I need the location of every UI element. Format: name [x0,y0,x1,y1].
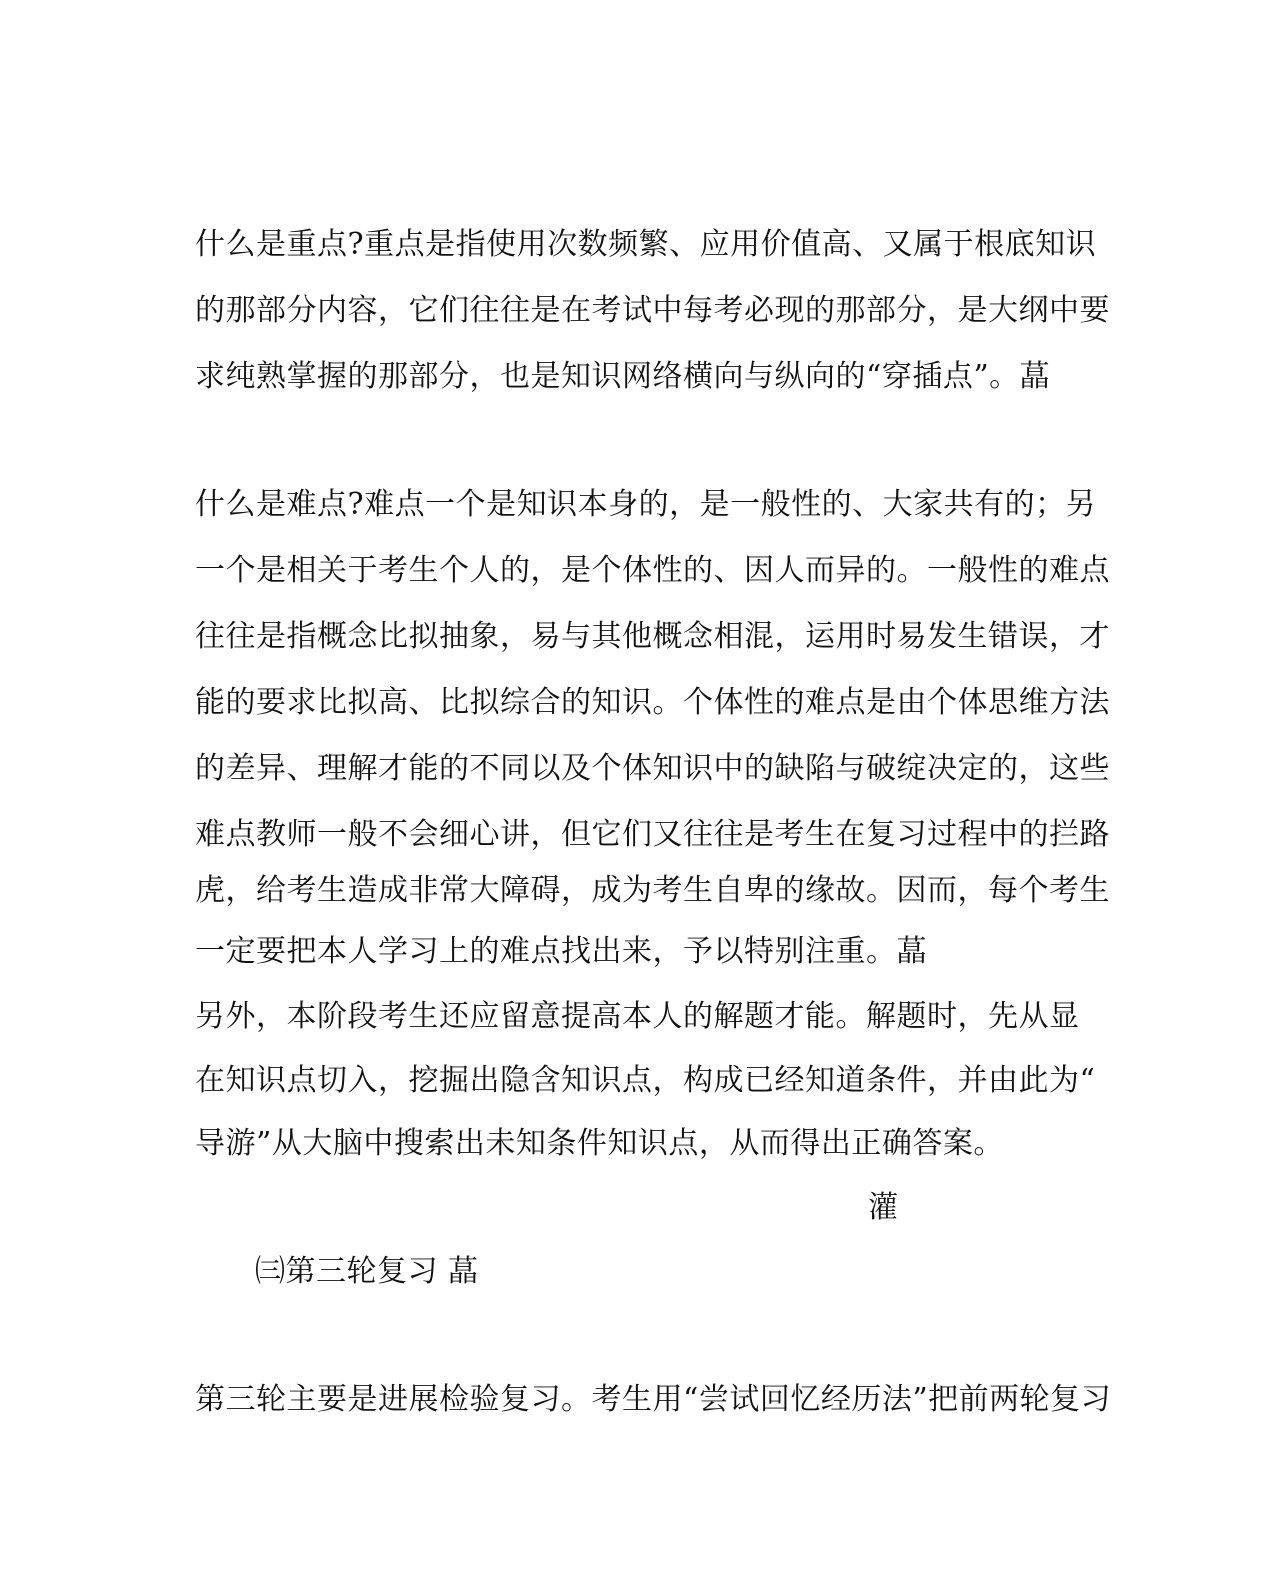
paragraph-line: 导游”从大脑中搜索出未知条件知识点，从而得出正确答案。 [195,1126,1004,1161]
paragraph-line: 第三轮主要是进展检验复习。考生用“尝试回忆经历法”把前两轮复习 [195,1382,1112,1417]
paragraph-line: 在知识点切入，挖掘出隐含知识点，构成已经知道条件，并由此为“ [195,1063,1096,1098]
paragraph-line: 的差异、理解才能的不同以及个体知识中的缺陷与破绽决定的，这些 [195,751,1110,786]
paragraph-line: 什么是重点?重点是指使用次数频繁、应用价值高、又属于根底知识 [195,227,1097,262]
paragraph-line: 另外，本阶段考生还应留意提高本人的解题才能。解题时，先从显 [195,999,1080,1034]
paragraph-line: 虎，给考生造成非常大障碍，成为考生自卑的缘故。因而，每个考生 [195,873,1110,908]
paragraph-line: 一个是相关于考生个人的，是个体性的、因人而异的。一般性的难点 [195,553,1110,588]
stray-character: 灌 [868,1190,899,1225]
paragraph-line: 的那部分内容，它们往往是在考试中每考必现的那部分，是大纲中要 [195,293,1110,328]
paragraph-line: 难点教师一般不会细心讲，但它们又往往是考生在复习过程中的拦路 [195,817,1110,852]
paragraph-line: 能的要求比拟高、比拟综合的知识。个体性的难点是由个体思维方法 [195,685,1110,720]
section-heading: ㈢第三轮复习 蕌 [255,1254,479,1289]
paragraph-line: 往往是指概念比拟抽象，易与其他概念相混，运用时易发生错误，才 [195,619,1110,654]
paragraph-line: 求纯熟掌握的那部分，也是知识网络横向与纵向的“穿插点”。蕌 [195,359,1051,394]
paragraph-line: 一定要把本人学习上的难点找出来，予以特别注重。蕌 [195,934,927,969]
paragraph-line: 什么是难点?难点一个是知识本身的，是一般性的、大家共有的；另 [195,487,1097,522]
